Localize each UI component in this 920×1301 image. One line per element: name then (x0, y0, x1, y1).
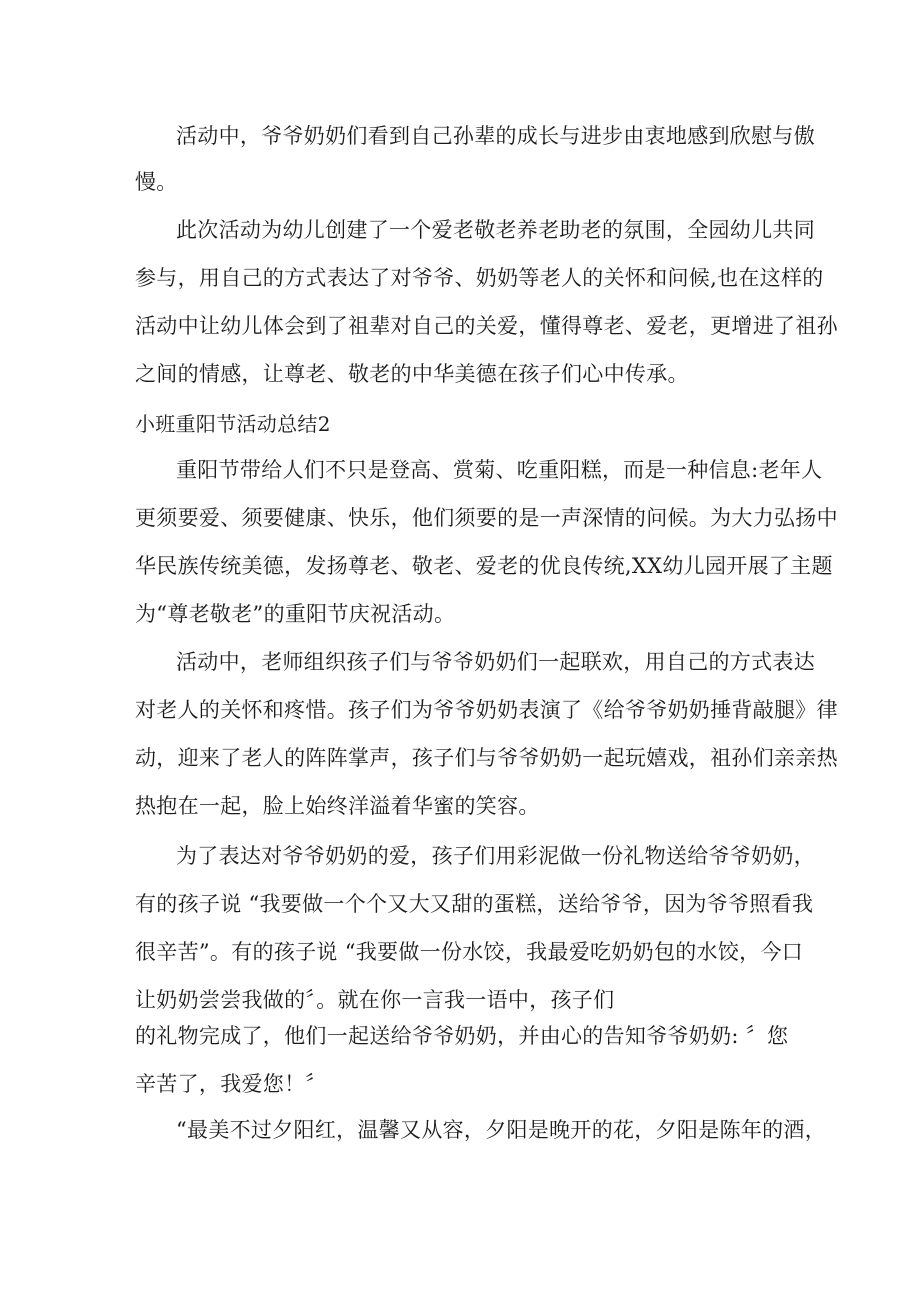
paragraph-1-line-1: 活动中，爷爷奶奶们看到自己孙辈的成长与进步由衷地感到欣慰与傲 (176, 124, 815, 148)
paragraph-1-line-2: 慢。 (135, 170, 178, 194)
paragraph-5-line-2: 有的孩子说 “我要做一个个又大又甜的蛋糕，送给爷爷，因为爷爷照看我 (135, 892, 814, 916)
paragraph-2-line-4: 之间的情感，让尊老、敬老的中华美德在孩子们心中传承。 (135, 362, 689, 386)
paragraph-4-line-1: 活动中，老师组织孩子们与爷爷奶奶们一起联欢，用自己的方式表达 (176, 650, 815, 674)
paragraph-5-line-4: 让奶奶尝尝我做的〞。就在你一言我一语中，孩子们 (135, 988, 615, 1012)
section-heading: 小班重阳节活动总结2 (135, 412, 331, 436)
paragraph-2-line-2: 参与，用自己的方式表达了对爷爷、奶奶等老人的关怀和问候,也在这样的 (135, 266, 824, 290)
paragraph-4-line-3: 动，迎来了老人的阵阵掌声，孩子们与爷爷奶奶一起玩嬉戏，祖孙们亲亲热 (135, 746, 838, 770)
paragraph-3-line-3: 华民族传统美德，发扬尊老、敬老、爱老的优良传统,XX幼儿园开展了主题 (135, 554, 833, 578)
paragraph-4-line-4: 热抱在一起，脸上始终洋溢着华蜜的笑容。 (135, 794, 540, 818)
paragraph-2-line-3: 活动中让幼儿体会到了祖辈对自己的关爱，懂得尊老、爱老，更增进了祖孙 (135, 314, 838, 338)
paragraph-5-line-6: 辛苦了，我爱您！〞 (135, 1072, 327, 1096)
paragraph-2-line-1: 此次活动为幼儿创建了一个爱老敬老养老助老的氛围，全园幼儿共同 (176, 218, 815, 242)
paragraph-3-line-4: 为“尊老敬老”的重阳节庆祝活动。 (135, 602, 456, 626)
paragraph-3-line-1: 重阳节带给人们不只是登高、赏菊、吃重阳糕，而是一种信息:老年人 (176, 458, 823, 482)
paragraph-3-line-2: 更须要爱、须要健康、快乐，他们须要的是一声深情的问候。为大力弘扬中 (135, 506, 838, 530)
paragraph-4-line-2: 对老人的关怀和疼惜。孩子们为爷爷奶奶表演了《给爷爷奶奶捶背敲腿》律 (135, 698, 838, 722)
paragraph-5-line-3: 很辛苦”。有的孩子说 “我要做一份水饺，我最爱吃奶奶包的水饺，今口 (135, 940, 804, 964)
paragraph-6-line-1: “最美不过夕阳红，温馨又从容，夕阳是晚开的花，夕阳是陈年的酒， (176, 1118, 827, 1142)
paragraph-5-line-1: 为了表达对爷爷奶奶的爱，孩子们用彩泥做一份礼物送给爷爷奶奶， (176, 844, 815, 868)
paragraph-5-line-5: 的礼物完成了，他们一起送给爷爷奶奶，并由心的告知爷爷奶奶: 〞您 (135, 1024, 789, 1048)
